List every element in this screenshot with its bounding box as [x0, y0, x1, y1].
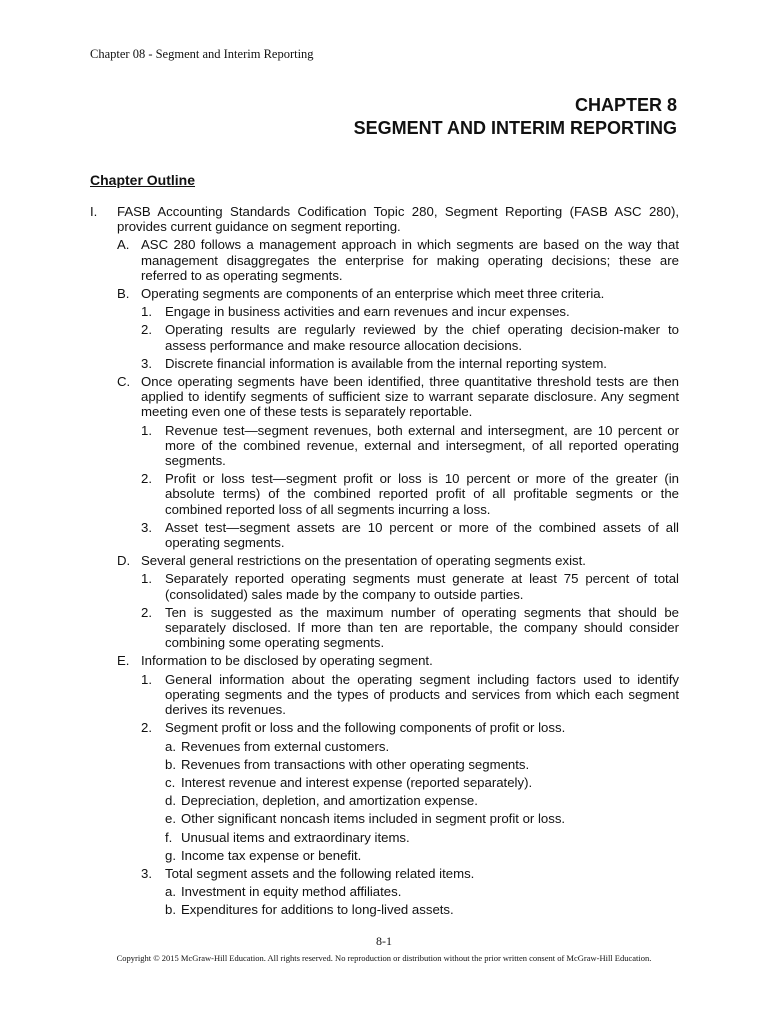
outline-text: ASC 280 follows a management approach in which segments are based on the way that management disaggregates the enterprise for making operating decisions; these are referred to as operating segments. — [141, 237, 679, 283]
outline-marker: 2. — [141, 720, 152, 736]
outline-marker: 2. — [141, 471, 152, 487]
outline-marker: g. — [165, 847, 176, 863]
outline-item-level-2 — [90, 653, 679, 668]
outline-marker: D. — [117, 553, 131, 569]
outline-item-level-3 — [90, 720, 679, 735]
outline-item-level-2 — [90, 374, 679, 420]
outline-text: General information about the operating segment including factors used to identify operating segments and the types of products and services from which each segment derives its revenues. — [165, 671, 679, 718]
outline-text: Other significant noncash items included in segment profit or loss. — [181, 811, 566, 827]
outline-text: Interest revenue and interest expense (reported separately). — [181, 774, 533, 790]
outline-item-level-4 — [90, 902, 679, 917]
outline-item-level-4 — [90, 757, 679, 772]
outline-item-level-4 — [90, 830, 679, 845]
outline-item-level-3 — [90, 866, 679, 881]
page-number: 8-1 — [376, 934, 392, 948]
outline-text: Operating segments are components of an enterprise which meet three criteria. — [141, 286, 605, 302]
outline-item-level-1 — [90, 204, 679, 234]
outline-item-level-3 — [90, 605, 679, 651]
outline-marker: E. — [117, 653, 130, 669]
outline-text: Several general restrictions on the presentation of operating segments exist. — [141, 553, 586, 569]
running-head: Chapter 08 - Segment and Interim Reporting — [90, 47, 314, 61]
outline-item-level-3 — [90, 322, 679, 352]
outline-item-level-4 — [90, 884, 679, 899]
outline-text: Revenues from transactions with other operating segments. — [181, 756, 530, 772]
page-footer — [80, 934, 688, 963]
outline-marker: 3. — [141, 355, 152, 371]
outline-marker: 1. — [141, 422, 152, 438]
outline-item-level-3 — [90, 356, 679, 371]
outline-marker: a. — [165, 738, 176, 754]
outline-text: Once operating segments have been identified, three quantitative threshold tests are then applied to identify segments of sufficient size to warrant separate disclosure. Any segment meeting even one of these tests is separately reportable. — [141, 374, 679, 420]
outline-marker: e. — [165, 811, 176, 827]
chapter-outline — [90, 204, 679, 918]
outline-marker: C. — [117, 374, 131, 390]
outline-marker: 3. — [141, 865, 152, 881]
outline-text: Operating results are regularly reviewed by the chief operating decision-maker to assess performance and make resource allocation decisions. — [165, 322, 679, 353]
copyright-notice: Copyright © 2015 McGraw-Hill Education. All rights reserved. No reproduction or distribution without the prior written consent of McGraw-Hill Education. — [116, 953, 652, 963]
outline-marker: d. — [165, 793, 176, 809]
outline-item-level-3 — [90, 304, 679, 319]
outline-marker: 3. — [141, 519, 152, 535]
outline-item-level-2 — [90, 286, 679, 301]
outline-text: Depreciation, depletion, and amortization expense. — [181, 793, 478, 809]
outline-item-level-3 — [90, 423, 679, 469]
outline-marker: 1. — [141, 304, 152, 320]
outline-text: Total segment assets and the following related items. — [165, 865, 475, 881]
outline-text: Revenues from external customers. — [181, 738, 390, 754]
outline-text: FASB Accounting Standards Codification Topic 280, Segment Reporting (FASB ASC 280), provides current guidance on segment reporting. — [117, 204, 679, 235]
outline-text: Information to be disclosed by operating segment. — [141, 653, 433, 669]
outline-marker: a. — [165, 884, 176, 900]
outline-text: Profit or loss test—segment profit or loss is 10 percent or more of the greater (in absolute terms) of the combined reported profit of all profitable segments or the combined reported loss of all segments incurring a loss. — [165, 471, 679, 517]
outline-marker: 1. — [141, 571, 152, 587]
outline-item-level-2 — [90, 237, 679, 283]
outline-item-level-3 — [90, 672, 679, 718]
outline-marker: b. — [165, 756, 176, 772]
outline-marker: c. — [165, 774, 176, 790]
outline-item-level-4 — [90, 848, 679, 863]
chapter-heading — [354, 94, 677, 140]
outline-marker: 1. — [141, 671, 152, 687]
chapter-title: SEGMENT AND INTERIM REPORTING — [353, 118, 677, 138]
outline-item-level-4 — [90, 811, 679, 826]
outline-text: Asset test—segment assets are 10 percent or more of the combined assets of all operating segments. — [165, 519, 679, 551]
outline-marker: I. — [90, 204, 98, 219]
outline-text: Revenue test—segment revenues, both external and intersegment, are 10 percent or more of the combined revenue, external and intersegment, of all reported operating segments. — [165, 422, 679, 469]
outline-item-level-3 — [90, 520, 679, 550]
outline-title: Chapter Outline — [90, 172, 196, 188]
outline-item-level-4 — [90, 739, 679, 754]
outline-marker: f. — [165, 829, 173, 845]
outline-text: Discrete financial information is available from the internal reporting system. — [165, 355, 607, 371]
outline-text: Income tax expense or benefit. — [181, 847, 362, 863]
outline-item-level-4 — [90, 793, 679, 808]
outline-text: Ten is suggested as the maximum number of operating segments that should be separately disclosed. If more than ten are reportable, the company should consider combining some operating segments. — [165, 604, 679, 651]
outline-text: Unusual items and extraordinary items. — [181, 829, 410, 845]
outline-item-level-4 — [90, 775, 679, 790]
outline-text: Engage in business activities and earn revenues and incur expenses. — [165, 304, 570, 320]
outline-item-level-3 — [90, 571, 679, 601]
outline-marker: 2. — [141, 604, 152, 620]
outline-item-level-2 — [90, 553, 679, 568]
outline-marker: b. — [165, 902, 176, 918]
chapter-number: CHAPTER 8 — [574, 95, 677, 115]
outline-text: Expenditures for additions to long-lived assets. — [181, 902, 454, 918]
outline-marker: B. — [117, 286, 130, 302]
outline-marker: A. — [117, 237, 130, 253]
outline-marker: 2. — [141, 322, 152, 338]
outline-text: Segment profit or loss and the following components of profit or loss. — [165, 720, 566, 736]
outline-text: Investment in equity method affiliates. — [181, 884, 402, 900]
outline-item-level-3 — [90, 471, 679, 517]
outline-text: Separately reported operating segments must generate at least 75 percent of total (consolidated) sales made by the company to outside parties. — [165, 571, 679, 602]
